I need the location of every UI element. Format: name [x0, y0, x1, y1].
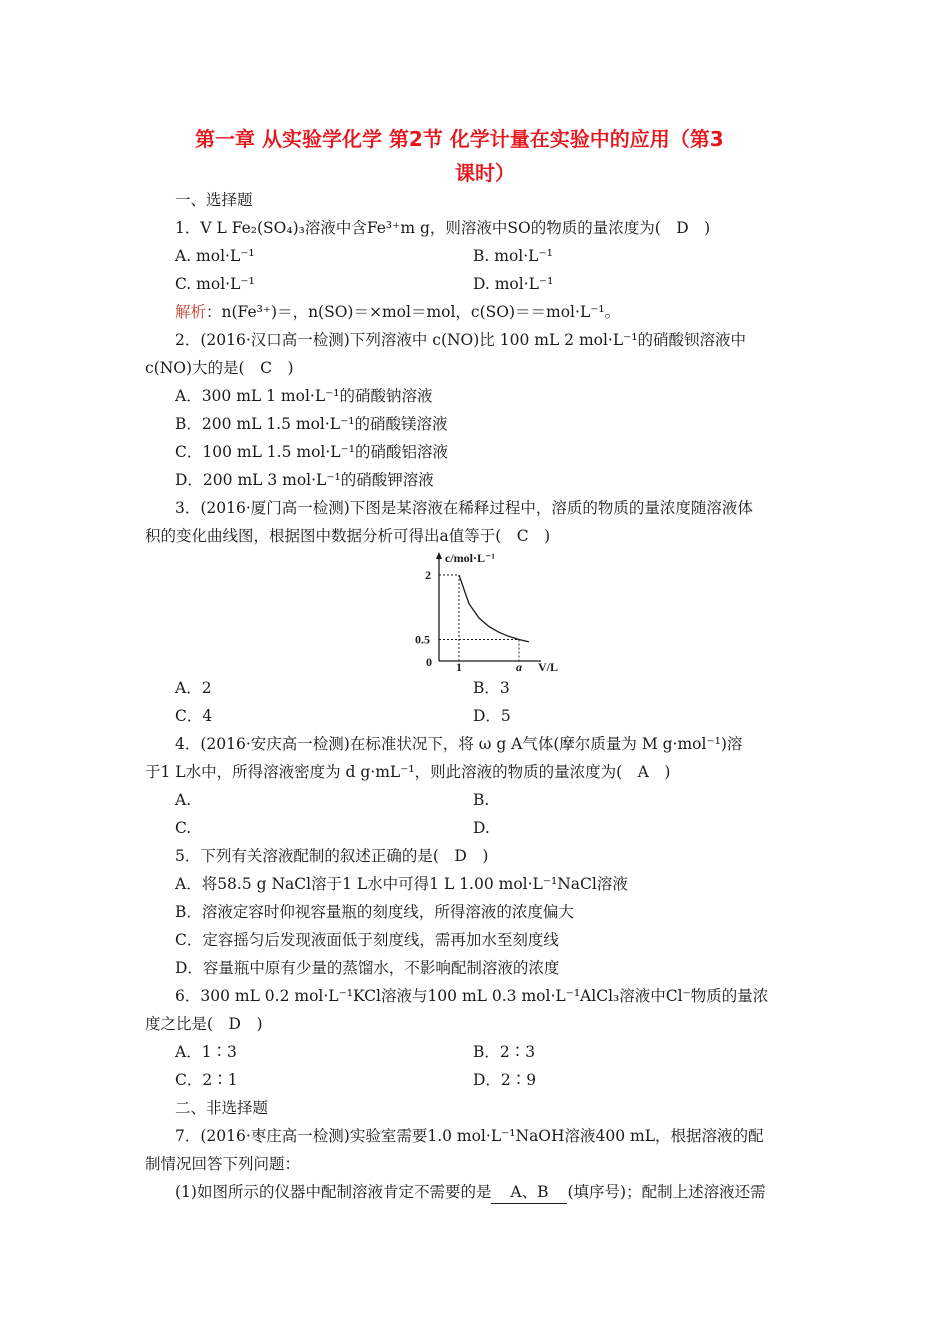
q5-stem: 5．下列有关溶液配制的叙述正确的是( D ) — [175, 847, 489, 865]
x-axis-label: V/L — [538, 660, 559, 673]
q6-option-c: C．2∶1 — [175, 1071, 238, 1089]
title-line-2: 课时） — [455, 161, 515, 185]
q4-option-d: D. — [473, 819, 490, 837]
q7-part-1 — [175, 1181, 766, 1204]
y-axis-arrow — [436, 552, 442, 559]
q6-option-a: A．1∶3 — [175, 1043, 237, 1061]
analysis-label: 解析 — [175, 303, 207, 321]
q2-stem-line-1: 2．(2016·汉口高一检测)下列溶液中 c(NO)比 100 mL 2 mol·L⁻¹的硝酸钡溶液中 — [175, 331, 747, 349]
q5-option-c: C．定容摇匀后发现液面低于刻度线，需再加水至刻度线 — [175, 931, 559, 949]
q3-option-d: D．5 — [473, 707, 511, 725]
title-line-1: 第一章 从实验学化学 第2节 化学计量在实验中的应用（第3 — [195, 127, 724, 151]
q1-stem: 1．V L Fe₂(SO₄)₃溶液中含Fe³⁺m g，则溶液中SO的物质的量浓度为( D ) — [175, 219, 711, 237]
page-title — [195, 122, 805, 190]
q4-stem-line-1: 4．(2016·安庆高一检测)在标准状况下，将 ω g A气体(摩尔质量为 M g·mol⁻¹)溶 — [175, 735, 743, 753]
q5-option-b: B．溶液定容时仰视容量瓶的刻度线，所得溶液的浓度偏大 — [175, 903, 574, 921]
q5-option-a: A．将58.5 g NaCl溶于1 L水中可得1 L 1.00 mol·L⁻¹NaCl溶液 — [175, 875, 628, 893]
section-heading-choice: 一、选择题 — [175, 191, 253, 209]
q4-option-a: A. — [175, 791, 192, 809]
q6-option-d: D．2∶9 — [473, 1071, 537, 1089]
q7-stem-line-1: 7．(2016·枣庄高一检测)实验室需要1.0 mol·L⁻¹NaOH溶液400 mL，根据溶液的配 — [175, 1127, 764, 1145]
q1-option-c: C. mol·L⁻¹ — [175, 275, 255, 293]
q3-stem-line-1: 3．(2016·厦门高一检测)下图是某溶液在稀释过程中，溶质的物质的量浓度随溶液体 — [175, 499, 753, 517]
q7-part-1-answer-blank: A、B — [491, 1181, 567, 1204]
q7-part-1-before: (1)如图所示的仪器中配制溶液肯定不需要的是 — [175, 1183, 492, 1201]
origin-label: 0 — [426, 655, 432, 669]
q2-option-c: C．100 mL 1.5 mol·L⁻¹的硝酸铝溶液 — [175, 443, 448, 461]
q1-option-a: A. mol·L⁻¹ — [175, 247, 255, 265]
section-heading-nonchoice: 二、非选择题 — [175, 1099, 269, 1117]
q7-part-1-after: (填序号)；配制上述溶液还需 — [567, 1183, 766, 1201]
x-tick-label-a: a — [516, 660, 522, 673]
q3-option-c: C．4 — [175, 707, 213, 725]
y-tick-label-0-5: 0.5 — [415, 632, 430, 647]
dilution-chart — [415, 548, 565, 673]
q3-option-b: B．3 — [473, 679, 510, 697]
analysis-text: ：n(Fe³⁺)＝，n(SO)＝×mol＝mol，c(SO)＝＝mol·L⁻¹。 — [206, 303, 621, 321]
q3-stem-line-2: 积的变化曲线图，根据图中数据分析可得出a值等于( C ) — [145, 527, 551, 545]
q4-option-b: B. — [473, 791, 490, 809]
q6-stem-line-2: 度之比是( D ) — [145, 1015, 263, 1033]
q7-stem-line-2: 制情况回答下列问题： — [145, 1155, 301, 1173]
q6-option-b: B．2∶3 — [473, 1043, 536, 1061]
y-axis-label: c/mol·L⁻¹ — [445, 551, 495, 565]
x-tick-label-1: 1 — [456, 660, 462, 673]
q2-stem-line-2: c(NO)大的是( C ) — [145, 359, 294, 377]
q5-option-d: D．容量瓶中原有少量的蒸馏水，不影响配制溶液的浓度 — [175, 959, 560, 977]
q1-analysis — [175, 301, 620, 323]
q4-stem-line-2: 于1 L水中，所得溶液密度为 d g·mL⁻¹，则此溶液的物质的量浓度为( A ) — [145, 763, 671, 781]
q2-option-b: B．200 mL 1.5 mol·L⁻¹的硝酸镁溶液 — [175, 415, 448, 433]
concentration-curve — [459, 575, 529, 642]
y-tick-label-2: 2 — [425, 568, 431, 582]
q2-option-a: A．300 mL 1 mol·L⁻¹的硝酸钠溶液 — [175, 387, 433, 405]
q1-option-d: D. mol·L⁻¹ — [473, 275, 554, 293]
q6-stem-line-1: 6．300 mL 0.2 mol·L⁻¹KCl溶液与100 mL 0.3 mol·L⁻¹AlCl₃溶液中Cl⁻物质的量浓 — [175, 987, 769, 1005]
q3-option-a: A．2 — [175, 679, 212, 697]
q4-option-c: C. — [175, 819, 192, 837]
q1-option-b: B. mol·L⁻¹ — [473, 247, 553, 265]
q2-option-d: D．200 mL 3 mol·L⁻¹的硝酸钾溶液 — [175, 471, 434, 489]
